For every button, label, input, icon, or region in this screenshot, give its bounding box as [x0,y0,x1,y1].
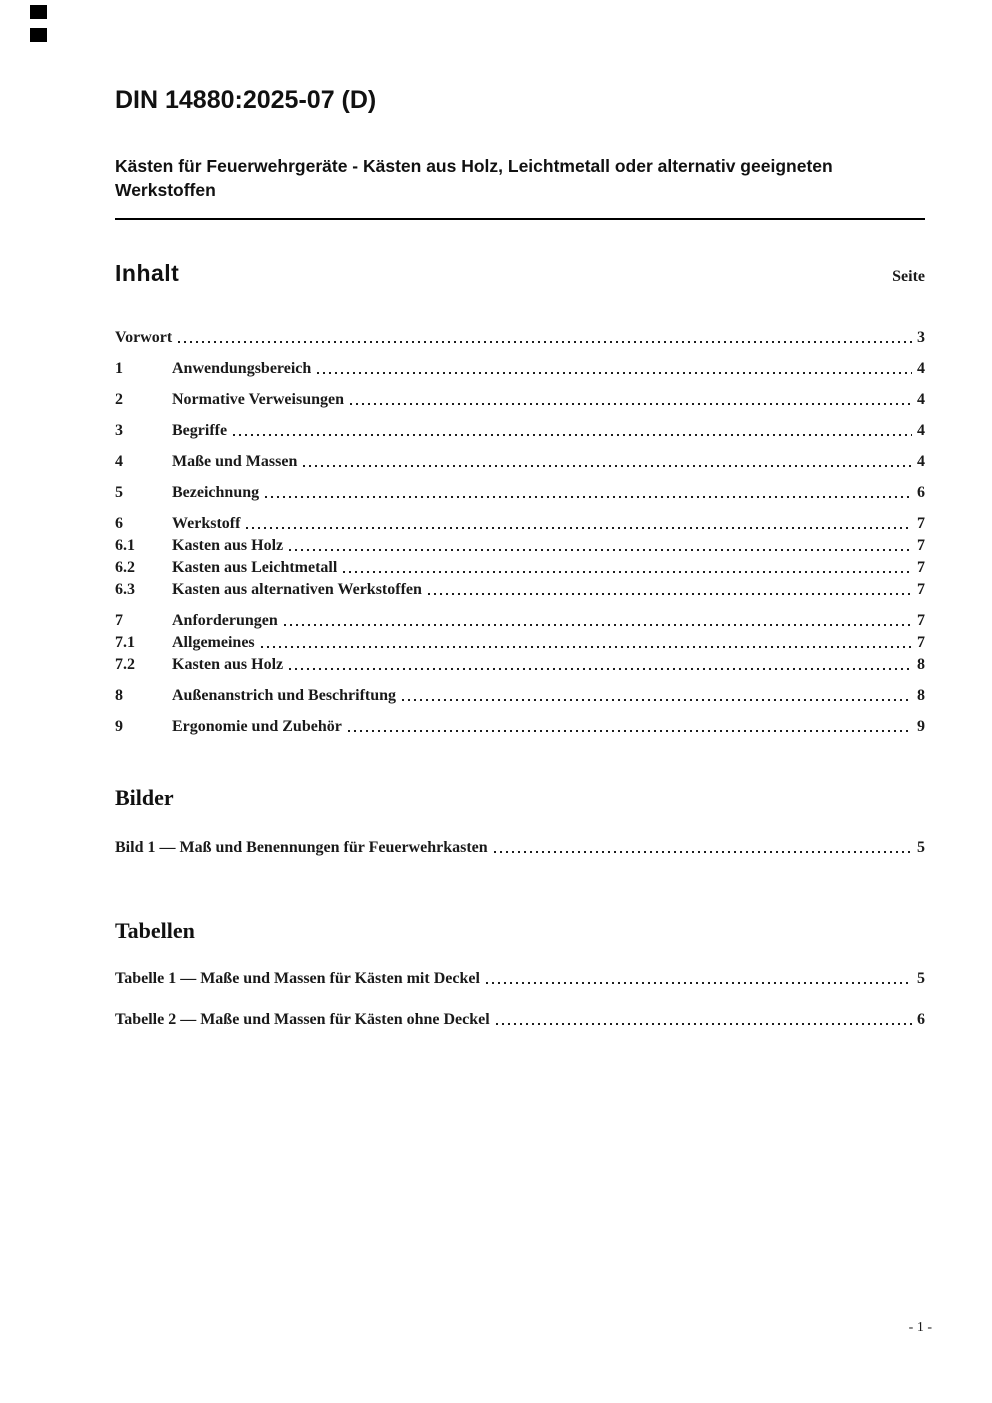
toc-entry-title: Bild 1 — Maß und Benennungen für Feuerwehrkasten [115,839,488,856]
toc-entry-page: 7 [917,581,925,598]
toc-entry-number: 8 [115,687,123,704]
toc-page-column-label: Seite [892,268,925,285]
toc-entry-title: Kasten aus Holz [172,656,284,673]
dot-leader [341,557,912,578]
toc-entry-page: 4 [917,391,925,408]
toc-entry-number: 4 [115,453,123,470]
figure-entries [115,837,925,858]
toc-entry-page: 6 [917,484,925,501]
toc-heading: Inhalt [115,260,180,286]
toc-entry-page: 5 [917,970,925,987]
dot-leader [301,451,912,472]
toc-entry-page: 4 [917,360,925,377]
dot-leader [176,327,912,348]
toc-header-row [115,260,925,287]
toc-entry [115,716,925,737]
dot-leader [287,535,912,556]
toc-entry [115,451,925,472]
toc-entry-title: Normative Verweisungen [172,391,344,408]
toc-entry-title: Außenanstrich und Beschriftung [172,687,397,704]
toc-entry-title: Allgemeines [172,634,255,651]
dot-leader [400,685,912,706]
toc-entry [115,482,925,503]
toc-entry [115,513,925,534]
figures-heading: Bilder [115,785,174,810]
dot-leader [346,716,912,737]
dot-leader [287,654,912,675]
toc-entry-number: 6 [115,515,123,532]
toc-entry-number: 2 [115,391,123,408]
tables-heading: Tabellen [115,918,195,943]
toc-entry-title: Tabelle 2 — Maße und Massen für Kästen ohne Deckel [115,1011,490,1028]
dot-leader [426,579,912,600]
toc-entry [115,610,925,631]
dot-leader [231,420,912,441]
toc-entry-title: Anforderungen [172,612,278,629]
dot-leader [263,482,912,503]
dot-leader [492,837,912,858]
document-title: Kästen für Feuerwehrgeräte - Kästen aus Holz, Leichtmetall oder alternativ geeigneten Werkstoffen [115,154,925,220]
toc-entry-title: Maße und Massen [172,453,298,470]
toc-entry-page: 4 [917,453,925,470]
toc-entry [115,685,925,706]
dot-leader [484,968,912,989]
toc-entry [115,837,925,858]
dot-leader [259,632,912,653]
toc-entry-number: 6.1 [115,537,135,554]
document-number: DIN 14880:2025-07 (D) [115,86,377,114]
toc-entry-title: Werkstoff [172,515,241,532]
toc-entry [115,358,925,379]
toc-entry-page: 8 [917,687,925,704]
toc-entry-number: 1 [115,360,123,377]
toc-entry-page: 8 [917,656,925,673]
toc-entry [115,1009,925,1030]
toc-entry-page: 7 [917,559,925,576]
toc-entry-number: 6.2 [115,559,135,576]
toc-entry-number: 9 [115,718,123,735]
toc-entry-page: 5 [917,839,925,856]
toc-entry [115,420,925,441]
toc-entry [115,632,925,653]
toc-entry-title: Kasten aus alternativen Werkstoffen [172,581,422,598]
table-entries [115,968,925,1030]
toc-entry-number: 7.2 [115,656,135,673]
toc-entry-number: 7.1 [115,634,135,651]
toc-entry-page: 7 [917,612,925,629]
toc-entry [115,327,925,348]
toc-entry-title: Ergonomie und Zubehör [172,718,342,735]
toc-entry-page: 9 [917,718,925,735]
toc-entry [115,968,925,989]
toc-entry-number: 6.3 [115,581,135,598]
toc-entry [115,654,925,675]
toc-entry-title: Kasten aus Leichtmetall [172,559,338,576]
dot-leader [244,513,912,534]
dot-leader [315,358,912,379]
toc-entry-title: Vorwort [115,329,173,346]
toc-entries [115,327,925,737]
toc-entry [115,557,925,578]
toc-entry-page: 7 [917,515,925,532]
toc-entry [115,535,925,556]
toc-entry-page: 4 [917,422,925,439]
toc-entry-number: 7 [115,612,123,629]
toc-entry-title: Anwendungsbereich [172,360,312,377]
toc-entry-page: 7 [917,634,925,651]
toc-entry-title: Bezeichnung [172,484,260,501]
toc-entry-title: Tabelle 1 — Maße und Massen für Kästen mit Deckel [115,970,480,987]
toc-entry [115,579,925,600]
toc-entry-page: 7 [917,537,925,554]
toc-entry-title: Begriffe [172,422,228,439]
dot-leader [348,389,912,410]
dot-leader [494,1009,912,1030]
dot-leader [282,610,912,631]
page-number-footer: - 1 - [908,1320,932,1335]
toc-entry-page: 3 [917,329,925,346]
toc-entry-page: 6 [917,1011,925,1028]
toc-entry [115,389,925,410]
toc-entry-title: Kasten aus Holz [172,537,284,554]
toc-entry-number: 3 [115,422,123,439]
toc-entry-number: 5 [115,484,123,501]
